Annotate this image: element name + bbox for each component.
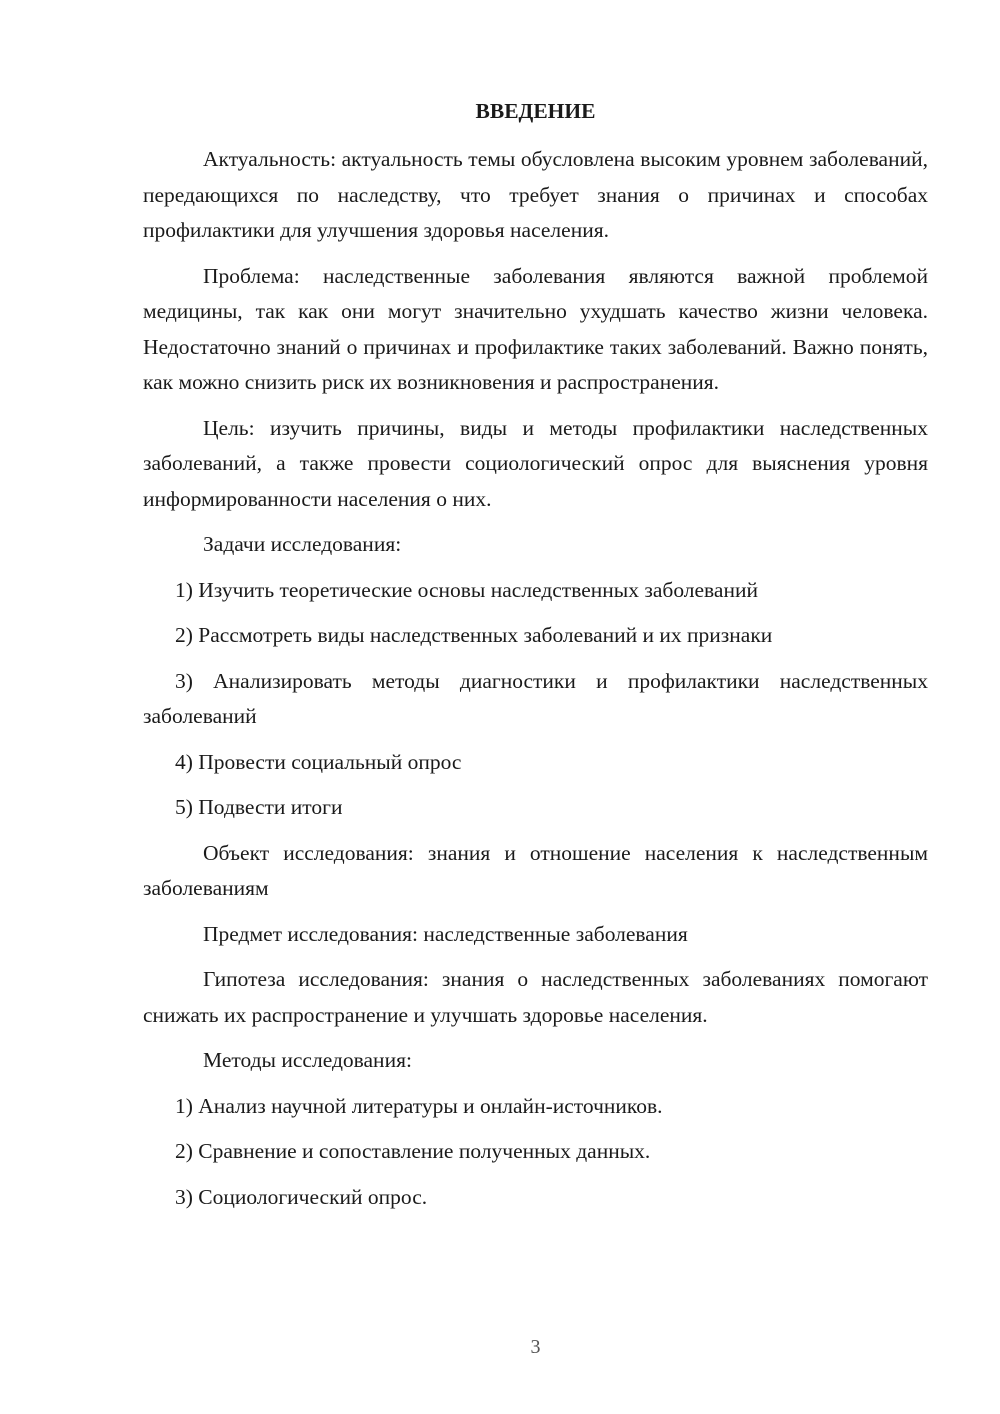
- task-item-5: 5) Подвести итоги: [175, 795, 343, 819]
- paragraph-hypothesis: Гипотеза исследования: знания о наследственных заболеваниях помогают снижать их распространение и улучшать здоровье населения.: [143, 967, 928, 1027]
- task-item-4: 4) Провести социальный опрос: [175, 749, 462, 774]
- paragraph-subject: Предмет исследования: наследственные заболевания: [203, 921, 688, 946]
- methods-heading: Методы исследования:: [203, 1048, 412, 1072]
- method-item-3: 3) Социологический опрос.: [175, 1184, 428, 1209]
- task-item-3: 3) Анализировать методы диагностики и профилактики наследственных заболеваний: [143, 668, 928, 728]
- page-title: ВВЕДЕНИЕ: [475, 99, 596, 123]
- tasks-heading: Задачи исследования:: [203, 532, 402, 556]
- page-number: 3: [530, 1336, 541, 1358]
- paragraph-goal: Цель: изучить причины, виды и методы профилактики наследственных заболеваний, а также провести социологический опрос для выяснения уровня информированности населения о них.: [143, 415, 928, 511]
- task-item-2: 2) Рассмотреть виды наследственных заболеваний и их признаки: [175, 623, 773, 647]
- method-item-2: 2) Сравнение и сопоставление полученных данных.: [175, 1139, 651, 1163]
- paragraph-problem: Проблема: наследственные заболевания являются важной проблемой медицины, так как они могут значительно ухудшать качество жизни человека. Недостаточно знаний о причинах и профилактике таких заболеваний. Важно понять, как можно снизить риск их возникновения и распространения.: [143, 263, 928, 394]
- task-item-1: 1) Изучить теоретические основы наследственных заболеваний: [175, 577, 758, 602]
- method-item-1: 1) Анализ научной литературы и онлайн-источников.: [175, 1093, 663, 1118]
- paragraph-relevance: Актуальность: актуальность темы обусловлена высоким уровнем заболеваний, передающихся по наследству, что требует знания о причинах и способах профилактики для улучшения здоровья населения.: [143, 147, 928, 242]
- document-page: [143, 0, 928, 1414]
- paragraph-object: Объект исследования: знания и отношение населения к наследственным заболеваниям: [143, 840, 928, 900]
- document-body: [143, 142, 928, 1225]
